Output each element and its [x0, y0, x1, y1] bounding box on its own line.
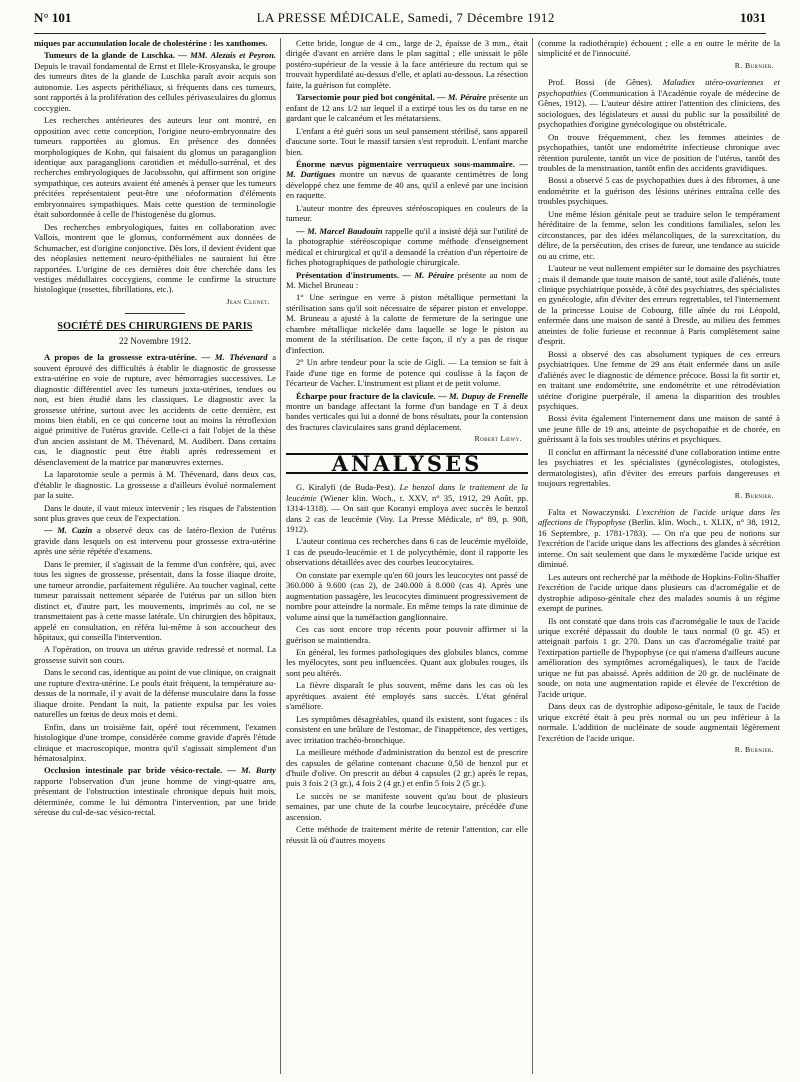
- article-bossi: [538, 77, 780, 129]
- paragraph: miques par accumulation locale de cholestérine : les xanthomes.: [34, 38, 268, 48]
- signature: Robert Lœwy.: [474, 434, 522, 444]
- article-baudouin: [286, 226, 528, 268]
- analyses-heading: ANALYSES: [286, 453, 528, 474]
- paragraph: Dans le second cas, identique au point de vue clinique, on craignait une rupture d'extra-utérine. Le pouls était fréquent, la température au-dessus de la normale, il y avait de la défense musculaire dans la fosse iliaque droite. Pendant la nuit, la patiente expulsa par les voies naturelles un fœtus de deux mois et demi.: [34, 667, 276, 720]
- article-authors: — M. Dupuy de Frenelle: [438, 390, 528, 401]
- paragraph: 1° Une seringue en verre à piston métallique permettant la stérilisation sans qu'il soit nécessaire de séparer piston et enveloppe. M. Bruneau a ajusté à la calotte de fermeture de la seringue une chambre métallique nickelée dans laquelle se loge le piston au moment de la stérilisation. De cette façon, il n'y a pas de risque d'infection.: [286, 292, 528, 355]
- article-body: a souvent éprouvé des difficultés à établir le diagnostic de grossesse extra-utérine en voie de rupture, avec hémorragies successives. Le diagnostic différentiel avec les tumeurs juxta-utérines, tendues ou non, est bien étudié dans les classiques. Le diagnostic avec la grossesse utérine, surtout avec les accidents de cette dernière, est moins bien établi, en ce qui concerne tout au moins la rétroflexion aiguë primitive de l'utérus gravide. Celle-ci a fait l'objet de la thèse d'un ancien assistant de M. Thévenard, M. Audibert. Dans certains cas, le diagnostic peut être établi après redressement et désenclavement de la matrice par manœuvres externes.: [34, 352, 276, 467]
- article-tarsectomie: [286, 92, 528, 123]
- section-date: 22 Novembre 1912.: [119, 335, 191, 346]
- paragraph: Il conclut en affirmant la nécessité d'une collaboration intime entre les psychiatres et les spécialistes (gynécologistes, otologistes, dermatologistes), afin d'éviter des erreurs parfois dangereuses et toujours regrettables.: [538, 446, 780, 489]
- article-body: montre un nævus de quarante centimètres de long développé chez une femme de 40 ans, qu'il a enlevé par une incision en raquette.: [286, 169, 528, 201]
- article-title: Le benzol dans le traitement de la leucémie: [286, 482, 528, 503]
- article-kiralyfi: [286, 482, 528, 534]
- signature: R. Burnier.: [734, 745, 774, 754]
- paragraph: 2° Un arbre tendeur pour la scie de Gigli. — La tension se fait à l'aide d'une tige en forme de potence qui coulisse à la façon de l'écarteur de Vacher. L'instrument est pliant et de petit volume.: [286, 357, 528, 389]
- article-title: L'excrétion de l'acide urique dans les affections de l'hypophyse: [538, 507, 780, 528]
- paragraph: L'enfant a été guéri sous un seul pansement stérilisé, sans appareil d'aucune sorte. Tout le massif tarsien s'est reproduit. L'enfant marche bien.: [286, 125, 528, 157]
- paragraph: La fièvre disparaît le plus souvent, même dans les cas où les apyrétiques avaient été employés sans succès. L'état général s'améliore.: [286, 680, 528, 712]
- paragraph: L'auteur continua ces recherches dans 6 cas de leucémie myéloïde, 1 cas de pseudo-leucémie et 1 de polycythémie, dont il rapporte les observations détaillées avec des courbes leucocytaires.: [286, 536, 528, 568]
- article-echarpe: [286, 391, 528, 433]
- article-authors: — M. Cazin: [44, 525, 93, 536]
- header-rule: [34, 33, 766, 34]
- issue-number: N° 101: [34, 10, 72, 25]
- paragraph: La laparotomie seule a permis à M. Thévenard, dans deux cas, d'établir le diagnostic. La grossesse a d'ailleurs évolué normalement par la suite.: [34, 469, 276, 501]
- paragraph: Bossi évita également l'internement dans une maison de santé à une jeune fille de 19 ans, atteinte de psychopathie et de chorée, en guérissant à la fois ses troubles utérins et psychiques.: [538, 413, 780, 445]
- paragraph: L'auteur ne veut nullement empiéter sur le domaine des psychiatres ; mais il demande que toute maison de santé, tout asile d'aliénés, toute clinique psychiatrique possède, à côté des psychiatres, des spécialistes en gynécologie, afin d'éviter des erreurs regrettables, tel l'internement de la princesse Louise de Cobourg, fille aînée du roi Léopold, enfermée dans une maison de santé à Dresde, au milieu des femmes atteintes de folie furieuse et reconnue à Paris complètement saine d'esprit.: [538, 263, 780, 347]
- article-title: Énorme nævus pigmentaire verruqueux sous-mammaire.: [296, 158, 515, 169]
- paragraph: Le succès ne se manifeste souvent qu'au bout de plusieurs semaines, par une chute de la courbe leucocytaire, précédée d'une ascension.: [286, 790, 528, 822]
- page-header: [34, 10, 766, 30]
- paragraph: On constate par exemple qu'en 60 jours les leucocytes ont passé de 360.000 à 9.600 (cas 2), de 240.000 à 8.000 (cas 4). Après une augmentation passagère, les leucocytes diminuent progressivement de nombre pour atteindre la normale. En même temps la rate diminue de volume ainsi que la tuméfaction ganglionnaire.: [286, 569, 528, 622]
- paragraph: Dans deux cas de dystrophie adiposo-génitale, le taux de l'acide urique excrété était à peu près normal ou un peu inférieur à la normale. L'addition de nucléinate de soude augmentait légèrement l'excrétion de l'acide urique.: [538, 701, 780, 743]
- article-title: A propos de la grossesse extra-utérine.: [44, 352, 198, 363]
- article-body: a observé deux cas de latéro-flexion de l'utérus gravide dans lesquels on est intervenu pour grossesse extra-utérine après une série répétée d'examens.: [34, 525, 276, 557]
- article-authors: Falta et Nowaczynski.: [548, 507, 631, 518]
- paragraph: Cette méthode de traitement mérite de retenir l'attention, car elle réussit là où d'autres moyens: [286, 824, 528, 845]
- page-number: 1031: [740, 10, 766, 25]
- article-authors: — M. Thévenard: [201, 352, 268, 363]
- paragraph: Les symptômes désagréables, quand ils existent, sont fugaces : ils consistent en une brûlure de l'estomac, de l'inappétence, des vertiges, avec irritation trachéo-bronchique.: [286, 713, 528, 745]
- paragraph: Les recherches antérieures des auteurs leur ont montré, en opposition avec cette conception, l'origine neuro-embryonnaire des tumeurs rapportées au glomus. En présence des données morphologiques de Kohn, qui faisaient du glomus un paraganglion identique aux paraganglions carotidien et médullo-surrénal, et des recherches embryologiques de Jacobssohn, qui affirment son origine sympathique, ces auteurs avaient été amenés à penser que les tumeurs précitées représentaient peut-être une néoformation d'éléments embryonnaires sympathiques. Mais cette question de terminologie était subordonnée à celle de l'histogenèse du glomus.: [34, 115, 276, 220]
- paragraph: A l'opération, on trouva un utérus gravide redressé et normal. La grossesse suivit son cours.: [34, 644, 276, 665]
- article-occlusion: [34, 765, 276, 817]
- paragraph: On trouve fréquemment, chez les femmes atteintes de psychopathies, tantôt une endométrite infectieuse chronique avec rétention purulente, tantôt un vice de position de l'utérus, tantôt des troubles de la menstruation, tantôt enfin des accidents gravidiques.: [538, 131, 780, 173]
- article-cazin: [34, 525, 276, 556]
- divider: [125, 313, 185, 314]
- paragraph: Cette bride, longue de 4 cm., large de 2, épaisse de 3 mm., était dirigée d'avant en arrière dans le plan sagittal ; elle unissait le pôle postéro-supérieur de la vessie à la face antérieure du rectum qui se trouvait hyperdilaté au-dessus d'elle, et aplati au-dessous. La résection faite, la guérison fut complète.: [286, 38, 528, 90]
- paragraph: Dans le premier, il s'agissait de la femme d'un confrère, qui, avec tous les signes de grossesse, présentait, dans la fosse iliaque droite, une tumeur arrondie, parfaitement régulière. Au toucher vaginal, cette tumeur paraissait nettement séparée de l'utérus par un sillon bien distinct et, d'autre part, les mouvements, imprimés au col, ne se transmettaient pas à cette masse latérale. Un chirurgien des hôpitaux, appelé en consultation, en référa lui-même à son accoucheur des hôpitaux, qui conseilla l'intervention.: [34, 558, 276, 643]
- paragraph: Dans le doute, il vaut mieux intervenir ; les risques de l'abstention sont plus graves que ceux de l'expectation.: [34, 502, 276, 524]
- paragraph: Des recherches embryologiques, faites en collaboration avec Vallois, montrent que le glomus, conformément aux données de Schumacher, est d'origine conjonctive. Dès lors, il devient évident que des néoplasies nettement neuro-épithéliales ne sauraient lui être rapportées. L'origine de ces dernières doit être cherchée dans les vestiges médullaires coccygiens, comme le confirme la structure histologique (rosettes, fibrillations, etc.).: [34, 221, 276, 295]
- signature: R. Burnier.: [734, 490, 774, 500]
- article-authors: — M. Dartigues: [286, 158, 528, 180]
- column-2: [286, 38, 528, 1074]
- article-authors: Prof. Bossi (de Gênes).: [548, 77, 653, 88]
- article-grossesse: [34, 352, 276, 467]
- column-3: [538, 38, 780, 1074]
- article-authors: — M. Marcel Baudouin: [296, 225, 383, 236]
- article-authors: — M. Péraire: [402, 269, 455, 280]
- journal-title: LA PRESSE MÉDICALE, Samedi, 7 Décembre 1912: [256, 10, 555, 25]
- article-body: (Communication à l'Académie royale de médecine de Gênes, 1912). — L'auteur désire attirer l'attention des cliniciens, des sociologues, des législateurs et aussi du public sur la possibilité de psychopathies d'origine gynécologique ou obstétricale.: [538, 87, 780, 130]
- article-body: montre un bandage affectant la forme d'un bandage en T à deux bandes verticales qui lui a donné de bons résultats, pour la contension des fractures claviculaires sans grand déplacement.: [286, 400, 528, 432]
- signature: Jean Clunet.: [226, 296, 270, 306]
- section-title: SOCIÉTÉ DES CHIRURGIENS DE PARIS: [57, 321, 253, 333]
- article-instruments: [286, 270, 528, 291]
- article-title: Maladies utéro-ovariennes et psychopathies: [538, 77, 780, 98]
- paragraph: Ces cas sont encore trop récents pour pouvoir affirmer si la guérison se maintiendra.: [286, 624, 528, 645]
- article-authors: — M. Burty: [227, 765, 276, 776]
- article-falta: [538, 507, 780, 570]
- signature: R. Burnier.: [734, 60, 774, 70]
- paragraph: Bossi a observé 5 cas de psychopathies dues à des fibromes, à une endométrite et la guérison des lésions utérines entraîna celle des troubles psychiques.: [538, 175, 780, 207]
- article-body: présente un enfant de 12 ans 1/2 sur lequel il a extirpé tous les os du tarse en ne gardant que le calcanéum et les métatarsiens.: [286, 92, 528, 124]
- article-title: Occlusion intestinale par bride vésico-rectale.: [44, 765, 223, 776]
- paragraph: L'auteur montre des épreuves stéréoscopiques en couleurs de la tumeur.: [286, 202, 528, 224]
- paragraph: (comme la radiothérapie) échouent ; elle a en outre le mérite de la simplicité et de l'innocuité.: [538, 38, 780, 59]
- article-authors: G. Kiralyfi (de Buda-Pest).: [296, 482, 396, 493]
- paragraph: Les auteurs ont recherché par la méthode de Hopkins-Folin-Shaffer l'excrétion de l'acide urique dans plusieurs cas d'acromégalie et de dystrophie adiposo-génitale chez des malades soumis à un régime exempt de purines.: [538, 571, 780, 614]
- article-body: (Wiener klin. Woch., t. XXV, n° 35, 1912, 29 Août, pp. 1314-1318). — On sait que Koranyi employa avec succès le benzol dans 2 cas de leucémie (Voy. La Presse Médicale, n° 89, p. 908, 1912).: [286, 492, 528, 535]
- article-body: présente au nom de M. Michel Bruneau :: [286, 269, 528, 290]
- article-naevus: [286, 159, 528, 201]
- article-title: Tumeurs de la glande de Luschka.: [44, 50, 175, 61]
- paragraph: En général, les formes pathologiques des globules blancs, comme les myélocytes, sont peu influencées. Quant aux globules rouges, ils sont peu altérés.: [286, 647, 528, 678]
- column-divider: [532, 38, 533, 1074]
- article-body: Depuis le travail fondamental de Ernst et Illele-Krosyanska, le groupe des tumeurs dites de la glande de Luschka paraît avoir acquis son autonomie. Les aspects périthéliaux, si fréquents dans ces tumeurs, sont rapportés à la prolifération des cellules périvasculaires du glomus coccygien.: [34, 60, 276, 113]
- paragraph: Bossi a observé des cas absolument typiques de ces erreurs psychiatriques. Une femme de 29 ans était enfermée dans un asile d'aliénés avec le diagnostic de démence précoce. Bossi la fit sortir et, en traitant une endométrite, une endométrite et une rétrodéviation utérine d'origine puerpérale, il amena la disparition des troubles psychiques.: [538, 348, 780, 411]
- article-authors: — MM. Alezais et Peyron.: [178, 50, 276, 61]
- paragraph: Enfin, dans un troisième fait, opéré tout récemment, l'examen histologique d'une trompe, considérée comme gravide d'après l'étude clinique et macroscopique, montra qu'il s'agissait simplement d'un hématosalpinx.: [34, 721, 276, 763]
- article-body: rappelle qu'il a insisté déjà sur l'utilité de la photographie stéréoscopique comme méthode d'enseignement médical et chirurgical et qu'il a demandé la création d'un répertoire de fiches photographiques de pathologie chirurgicale.: [286, 225, 528, 268]
- article-title: Tarsectomie pour pied bot congénital.: [296, 92, 435, 103]
- article-title: Écharpe pour fracture de la clavicule.: [296, 390, 436, 401]
- paragraph: La meilleure méthode d'administration du benzol est de prescrire des capsules de gélatine contenant chacune 0,50 de benzol pur et d'huile d'olive. On prescrit au début 4 capsules (2 gr.) après le repas, puis 3 fois 2 (3 gr.), 4 fois 2 (4 gr.) et enfin 5 fois 2 (5 gr.).: [286, 747, 528, 789]
- article-title: Présentation d'instruments.: [296, 269, 399, 280]
- article-body: rapporte l'observation d'un jeune homme de vingt-quatre ans, présentant de l'obstruction intestinale chronique depuis huit mois, déterminée, comme le lui démontra l'intervention, par une bride séreuse du cul-de-sac vésico-rectal.: [34, 775, 276, 818]
- article-body: (Berlin. klin. Woch., t. XLIX, n° 38, 1912, 16 Septembre, p. 1781-1783). — On n'a que peu de notions sur l'excrétion de l'acide urique dans les affections des glandes à sécrétion interne. On sait seulement que dans le myxœdème l'acide urique est diminué.: [538, 517, 780, 570]
- column-1: [34, 38, 276, 1074]
- paragraph: Une même lésion génitale peut se traduire selon le tempérament héréditaire de la femme, selon les conditions familiales, selon les circonstances, par des idées mélancoliques, de la surexcitation, du délire, de la persécution, des crises de fureur, une tendance au suicide ou au crime, etc.: [538, 208, 780, 261]
- article-tumeurs-luschka: [34, 50, 276, 113]
- paragraph: Ils ont constaté que dans trois cas d'acromégalie le taux de l'acide urique excrété dépassait du double le taux normal (0 gr. 45) et atteignait parfois 1 gr. 270. Dans un cas d'acromégalie traité par l'extirpation partielle de l'hypophyse (ce qui n'amena d'ailleurs aucune amélioration des symptômes acromégaliques), le taux de l'acide urique ne fut pas abaissé. Après addition de 20 gr. de nucléinate de soude, on nota une augmentation rapide et élevée de l'excrétion de l'acide urique.: [538, 615, 780, 699]
- article-authors: — M. Péraire: [437, 92, 487, 103]
- column-divider: [280, 38, 281, 1074]
